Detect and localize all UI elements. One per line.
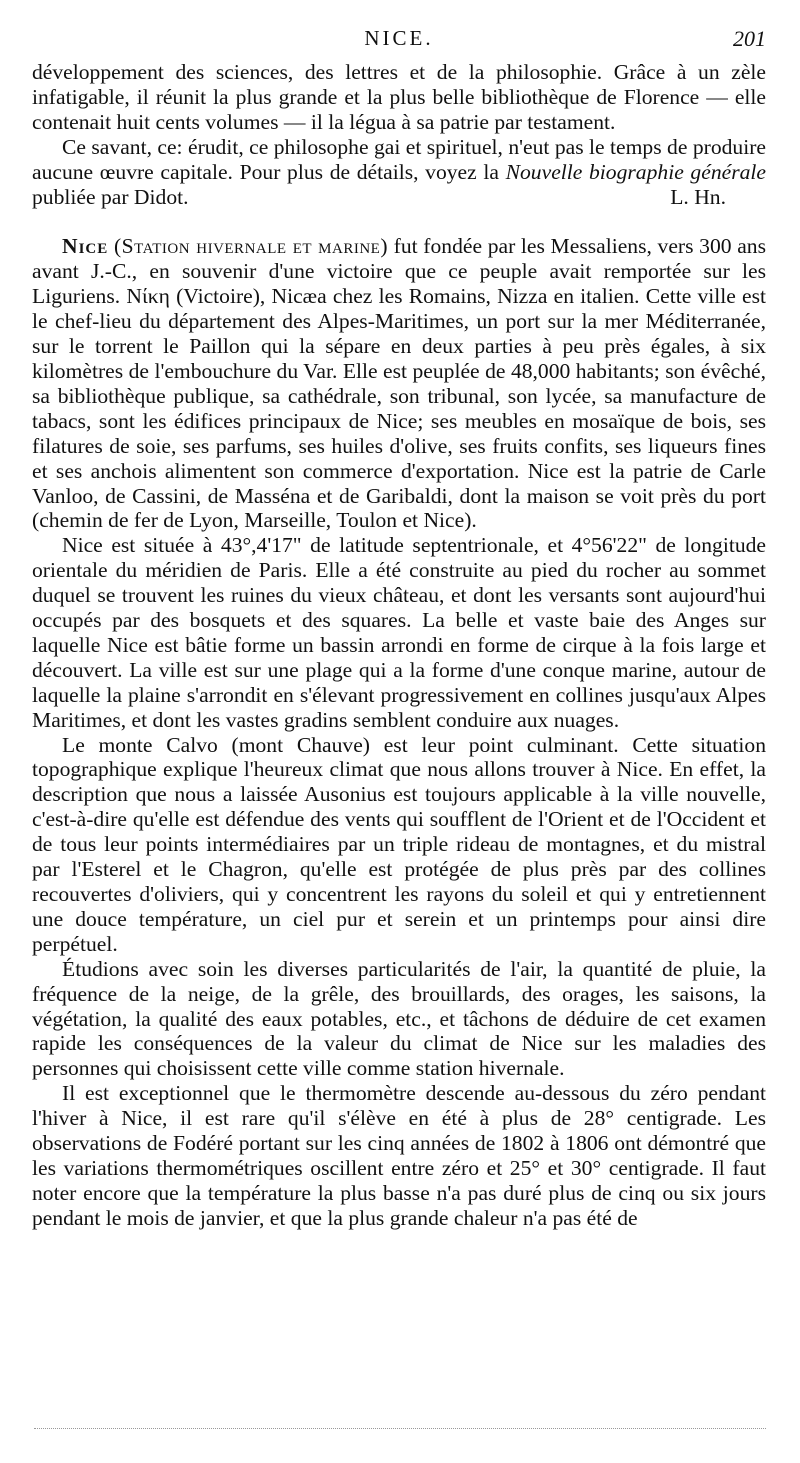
running-header (32, 26, 766, 60)
temperature-paragraph: Il est exceptionnel que le thermomètre descende au-dessous du zéro pendant l'hiver à Nice, il est rare qu'il s'élève en été à plus de 28° centigrade. Les observations de Fodéré portant sur les cinq années de 1802 à 1806 ont démontré que les variations thermométriques oscillent entre zéro et 25° et 30° centigrade. Il faut noter encore que la température la plus basse n'a pas duré plus de cinq ou six jours pendant le mois de janvier, et que la plus grande chaleur n'a pas été de (32, 1081, 766, 1230)
bottom-rule (34, 1428, 766, 1429)
previous-entry-closing-paragraph (32, 135, 766, 210)
greek-word: Nίκη (126, 284, 170, 309)
entry-subtitle: (Station hivernale et marine) (113, 234, 389, 259)
previous-entry-paragraph: développement des sciences, des lettres et de la philosophie. Grâce à un zèle infatigable, il réunit la plus grande et la plus belle bibliothèque de Florence — elle contenait huit cents volumes — il la légua à sa patrie par testament. (32, 60, 766, 134)
climate-study-paragraph: Étudions avec soin les diverses particularités de l'air, la quantité de pluie, la fréquence de la neige, de la grêle, des brouillards, des orages, les saisons, la végétation, la qualité des eaux potables, etc., et tâchons de déduire de cet examen rapide les conséquences de la valeur du climat de Nice sur les maladies des personnes qui choisissent cette ville comme station hivernale. (32, 956, 766, 1081)
book-title: Nouvelle biographie générale (505, 159, 766, 184)
entry-headword: Nice (62, 234, 109, 259)
entry-text-1: fut fondée par les Messaliens, vers 300 ans avant J.-C., en souvenir d'une victoire que ce peuple avait remportée sur les Liguriens. (32, 234, 766, 309)
entry-text-2: (Victoire), Nicæa chez les Romains, Nizza en italien. Cette ville est le chef-lieu du département des Alpes-Maritimes, un port sur la mer Méditerranée, sur le torrent le Paillon qui la sépare en deux parties à peu près égales, à six kilomètres de l'embouchure du Var. Elle est peuplée de 48,000 habitants; son évêché, sa bibliothèque publique, sa cathédrale, son tribunal, son lycée, sa manufacture de tabacs, sont les édifices principaux de Nice; ses meubles en mosaïque de bois, ses filatures de soie, ses parfums, ses huiles d'olive, ses fruits confits, ses liqueurs fines et ses anchois alimentent son commerce d'exportation. Nice est la patrie de Carle Vanloo, de Cassini, de Masséna et de Garibaldi, dont la maison se voit près du port (chemin de fer de Lyon, Marseille, Toulon et Nice). (32, 284, 766, 533)
previous-entry-text-start: Ce savant, ce: érudit, ce philosophe gai et spirituel, n'eut pas le temps de produire aucune œuvre capitale. Pour plus de détails, voyez la (32, 134, 766, 184)
previous-entry-text-end: publiée par Didot. (32, 184, 189, 209)
book-page (32, 26, 766, 1231)
author-signature: L. Hn. (670, 184, 726, 209)
page-number: 201 (733, 26, 766, 51)
topography-paragraph: Le monte Calvo (mont Chauve) est leur point culminant. Cette situation topographique explique l'heureux climat que nous allons trouver à Nice. En effet, la description que nous a laissée Ausonius est toujours applicable à la ville nouvelle, c'est-à-dire qu'elle est défendue des vents qui soufflent de l'Orient et de l'Occident et de tous leur points intermédiaires par un triple rideau de montagnes, et du mistral par l'Esterel et le Chagron, qu'elle est protégée de plus près par des collines recouvertes d'oliviers, qui y concentrent les rayons du soleil et qui y entretiennent une douce température, un ciel pur et serein et un printemps pour ainsi dire perpétuel. (32, 732, 766, 956)
body-text (32, 60, 766, 1231)
entry-intro-paragraph (32, 234, 766, 533)
running-title: NICE. (364, 26, 434, 50)
location-paragraph: Nice est située à 43°,4'17" de latitude septentrionale, et 4°56'22" de longitude orientale du méridien de Paris. Elle a été construite au pied du rocher au sommet duquel se trouvent les ruines du vieux château, et dont les versants sont aujourd'hui occupés par des bosquets et des squares. La belle et vaste baie des Anges sur laquelle Nice est bâtie forme un bassin arrondi en forme de cirque à la fois large et découvert. La ville est sur une plage qui a la forme d'une conque marine, autour de laquelle la plaine s'arrondit en s'élevant progressivement en collines jusqu'aux Alpes Maritimes, et dont les vastes gradins semblent conduire aux nuages. (32, 533, 766, 732)
